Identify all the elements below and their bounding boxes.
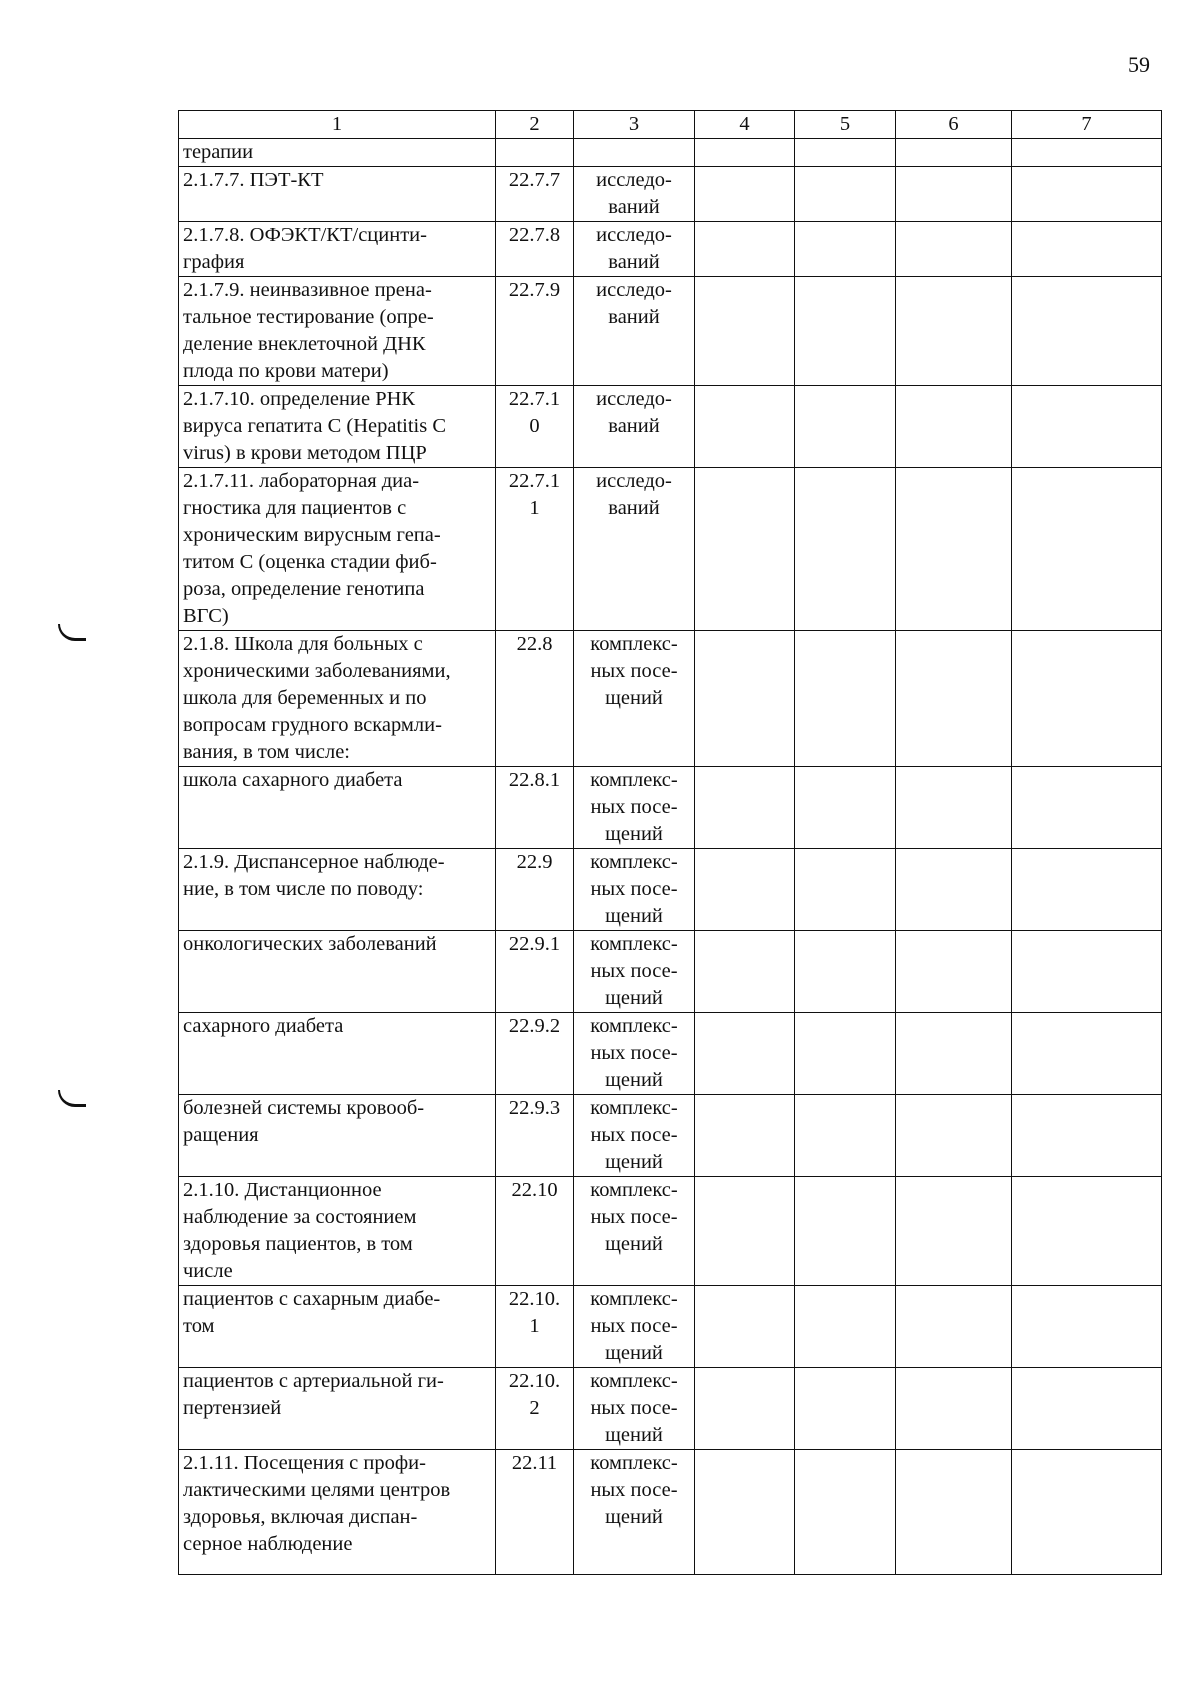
row-value-cell xyxy=(795,631,896,767)
row-name-cell: 2.1.10. Дистанционное наблюдение за состоянием здоровья пациентов, в том числе xyxy=(179,1177,496,1286)
row-code-cell xyxy=(496,139,574,167)
row-code-cell: 22.9 xyxy=(496,849,574,931)
row-value-cell xyxy=(896,931,1012,1013)
row-code-cell: 22.7.9 xyxy=(496,277,574,386)
row-value-cell xyxy=(795,1286,896,1368)
table-row xyxy=(179,468,1162,631)
row-value-cell xyxy=(896,167,1012,222)
row-value-cell xyxy=(695,1368,795,1450)
row-value-cell xyxy=(1012,1286,1162,1368)
row-unit-cell: исследо- ваний xyxy=(574,277,695,386)
row-unit-cell: комплекс- ных посе- щений xyxy=(574,631,695,767)
row-value-cell xyxy=(695,277,795,386)
table-header xyxy=(179,111,1162,139)
row-value-cell xyxy=(795,1368,896,1450)
row-unit-cell: комплекс- ных посе- щений xyxy=(574,931,695,1013)
row-value-cell xyxy=(795,386,896,468)
row-value-cell xyxy=(896,386,1012,468)
row-value-cell xyxy=(1012,1177,1162,1286)
row-value-cell xyxy=(795,849,896,931)
row-code-cell: 22.7.1 1 xyxy=(496,468,574,631)
row-unit-cell: комплекс- ных посе- щений xyxy=(574,1286,695,1368)
row-unit-cell: исследо- ваний xyxy=(574,468,695,631)
row-unit-cell: комплекс- ных посе- щений xyxy=(574,1450,695,1575)
column-header: 2 xyxy=(496,111,574,139)
row-value-cell xyxy=(1012,849,1162,931)
row-code-cell: 22.10. 1 xyxy=(496,1286,574,1368)
row-value-cell xyxy=(896,468,1012,631)
column-number-row xyxy=(179,111,1162,139)
row-code-cell: 22.8.1 xyxy=(496,767,574,849)
row-value-cell xyxy=(1012,1450,1162,1575)
row-name-cell: 2.1.7.7. ПЭТ-КТ xyxy=(179,167,496,222)
data-table xyxy=(178,110,1162,1575)
column-header: 4 xyxy=(695,111,795,139)
row-code-cell: 22.9.2 xyxy=(496,1013,574,1095)
row-name-cell: 2.1.7.8. ОФЭКТ/КТ/сцинти- графия xyxy=(179,222,496,277)
row-value-cell xyxy=(695,767,795,849)
table-row xyxy=(179,386,1162,468)
row-value-cell xyxy=(695,222,795,277)
column-header: 6 xyxy=(896,111,1012,139)
row-value-cell xyxy=(695,1450,795,1575)
row-value-cell xyxy=(896,631,1012,767)
row-code-cell: 22.10 xyxy=(496,1177,574,1286)
row-unit-cell: комплекс- ных посе- щений xyxy=(574,767,695,849)
row-value-cell xyxy=(695,1177,795,1286)
row-value-cell xyxy=(795,1095,896,1177)
row-value-cell xyxy=(896,222,1012,277)
margin-mark xyxy=(58,624,86,641)
row-value-cell xyxy=(1012,222,1162,277)
row-value-cell xyxy=(896,1013,1012,1095)
row-code-cell: 22.7.8 xyxy=(496,222,574,277)
row-unit-cell: комплекс- ных посе- щений xyxy=(574,1095,695,1177)
column-header: 3 xyxy=(574,111,695,139)
row-value-cell xyxy=(1012,386,1162,468)
row-name-cell: пациентов с артериальной ги- пертензией xyxy=(179,1368,496,1450)
row-value-cell xyxy=(1012,468,1162,631)
row-name-cell: 2.1.8. Школа для больных с хроническими заболеваниями, школа для беременных и по вопросам грудного вскармли- вания, в том числе: xyxy=(179,631,496,767)
row-unit-cell: комплекс- ных посе- щений xyxy=(574,1368,695,1450)
row-value-cell xyxy=(695,1095,795,1177)
row-name-cell: 2.1.7.9. неинвазивное прена- тальное тестирование (опре- деление внеклеточной ДНК плода по крови матери) xyxy=(179,277,496,386)
row-value-cell xyxy=(695,167,795,222)
row-code-cell: 22.8 xyxy=(496,631,574,767)
row-value-cell xyxy=(795,1177,896,1286)
row-value-cell xyxy=(795,931,896,1013)
row-value-cell xyxy=(795,1013,896,1095)
row-value-cell xyxy=(896,1450,1012,1575)
row-value-cell xyxy=(896,277,1012,386)
row-unit-cell: исследо- ваний xyxy=(574,386,695,468)
row-unit-cell: исследо- ваний xyxy=(574,167,695,222)
row-code-cell: 22.7.1 0 xyxy=(496,386,574,468)
row-value-cell xyxy=(1012,1368,1162,1450)
table-row xyxy=(179,631,1162,767)
row-name-cell: терапии xyxy=(179,139,496,167)
row-name-cell: школа сахарного диабета xyxy=(179,767,496,849)
row-value-cell xyxy=(695,386,795,468)
row-value-cell xyxy=(896,849,1012,931)
table-row xyxy=(179,139,1162,167)
row-code-cell: 22.7.7 xyxy=(496,167,574,222)
row-value-cell xyxy=(1012,1095,1162,1177)
row-value-cell xyxy=(1012,139,1162,167)
table-row xyxy=(179,1368,1162,1450)
row-value-cell xyxy=(695,931,795,1013)
row-name-cell: 2.1.7.10. определение РНК вируса гепатита С (Hepatitis C virus) в крови методом ПЦР xyxy=(179,386,496,468)
row-value-cell xyxy=(695,1286,795,1368)
row-value-cell xyxy=(896,767,1012,849)
row-value-cell xyxy=(795,139,896,167)
row-value-cell xyxy=(896,1286,1012,1368)
column-header: 7 xyxy=(1012,111,1162,139)
table-row xyxy=(179,767,1162,849)
row-name-cell: пациентов с сахарным диабе- том xyxy=(179,1286,496,1368)
table-row xyxy=(179,1095,1162,1177)
table-row xyxy=(179,1013,1162,1095)
row-unit-cell: комплекс- ных посе- щений xyxy=(574,1177,695,1286)
row-code-cell: 22.9.1 xyxy=(496,931,574,1013)
row-unit-cell xyxy=(574,139,695,167)
table-row xyxy=(179,1177,1162,1286)
row-unit-cell: комплекс- ных посе- щений xyxy=(574,849,695,931)
table-row xyxy=(179,222,1162,277)
row-unit-cell: комплекс- ных посе- щений xyxy=(574,1013,695,1095)
margin-mark xyxy=(58,1090,86,1107)
row-value-cell xyxy=(896,1095,1012,1177)
row-code-cell: 22.10. 2 xyxy=(496,1368,574,1450)
row-value-cell xyxy=(695,139,795,167)
row-value-cell xyxy=(896,1177,1012,1286)
column-header: 1 xyxy=(179,111,496,139)
row-value-cell xyxy=(1012,277,1162,386)
row-value-cell xyxy=(1012,1013,1162,1095)
row-name-cell: онкологических заболеваний xyxy=(179,931,496,1013)
row-value-cell xyxy=(1012,167,1162,222)
row-value-cell xyxy=(896,1368,1012,1450)
table-row xyxy=(179,931,1162,1013)
row-value-cell xyxy=(1012,631,1162,767)
row-name-cell: 2.1.7.11. лабораторная диа- гностика для пациентов с хроническим вирусным гепа- титом С (оценка стадии фиб- роза, определение генотипа ВГС) xyxy=(179,468,496,631)
row-unit-cell: исследо- ваний xyxy=(574,222,695,277)
row-value-cell xyxy=(695,1013,795,1095)
row-value-cell xyxy=(795,277,896,386)
row-code-cell: 22.11 xyxy=(496,1450,574,1575)
row-code-cell: 22.9.3 xyxy=(496,1095,574,1177)
table-row xyxy=(179,849,1162,931)
page-number: 59 xyxy=(1128,52,1150,77)
row-value-cell xyxy=(896,139,1012,167)
row-value-cell xyxy=(795,222,896,277)
row-value-cell xyxy=(795,767,896,849)
row-value-cell xyxy=(795,468,896,631)
row-name-cell: 2.1.9. Диспансерное наблюде- ние, в том числе по поводу: xyxy=(179,849,496,931)
row-value-cell xyxy=(1012,931,1162,1013)
row-name-cell: сахарного диабета xyxy=(179,1013,496,1095)
row-name-cell: болезней системы кровооб- ращения xyxy=(179,1095,496,1177)
row-value-cell xyxy=(795,1450,896,1575)
table-body xyxy=(179,139,1162,1575)
row-value-cell xyxy=(795,167,896,222)
table-row xyxy=(179,167,1162,222)
column-header: 5 xyxy=(795,111,896,139)
row-name-cell: 2.1.11. Посещения с профи- лактическими целями центров здоровья, включая диспан- серное наблюдение xyxy=(179,1450,496,1575)
row-value-cell xyxy=(695,631,795,767)
table-row xyxy=(179,277,1162,386)
table-row xyxy=(179,1286,1162,1368)
row-value-cell xyxy=(1012,767,1162,849)
row-value-cell xyxy=(695,849,795,931)
row-value-cell xyxy=(695,468,795,631)
table-row xyxy=(179,1450,1162,1575)
